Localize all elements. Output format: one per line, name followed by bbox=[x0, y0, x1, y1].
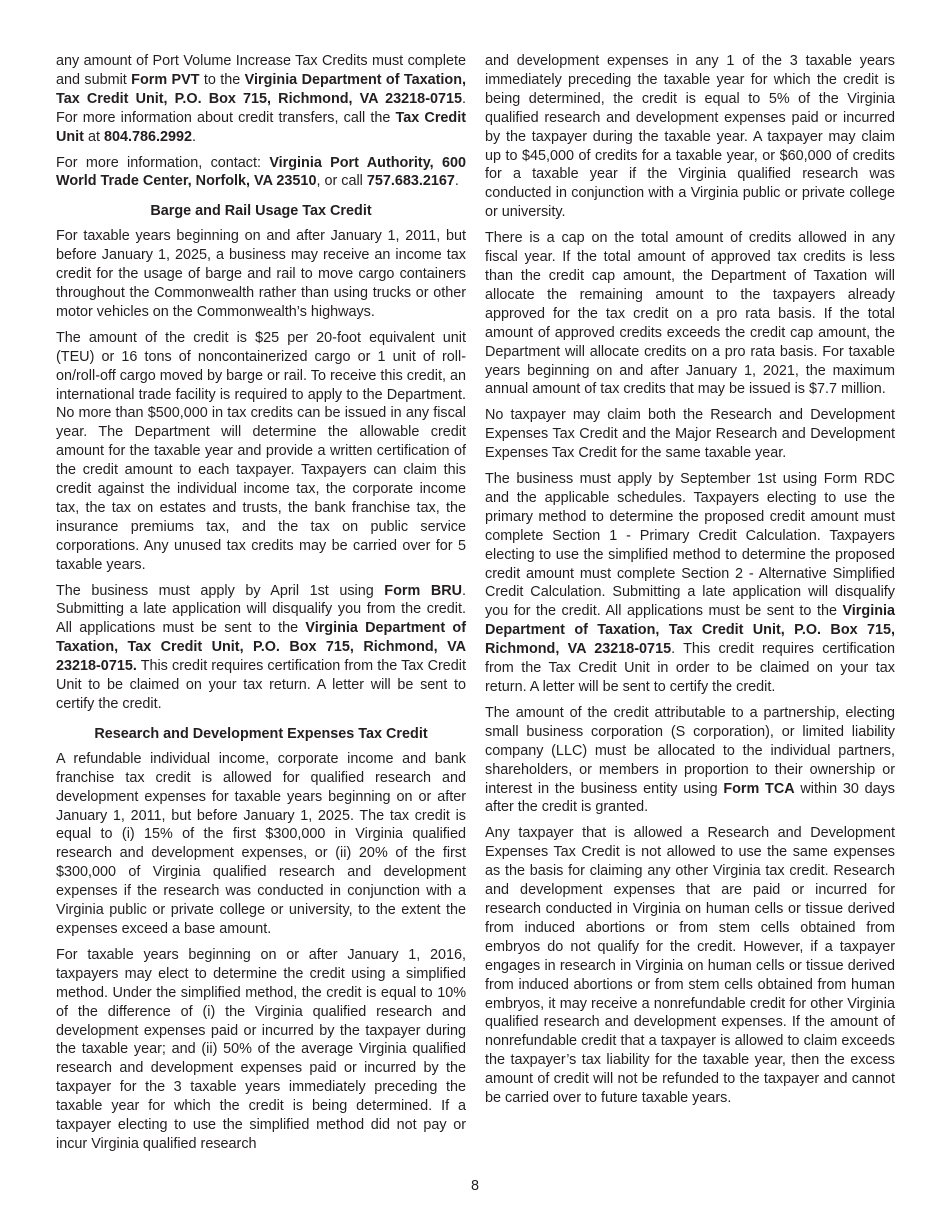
text-run: within 30 days after the credit is granted. bbox=[485, 780, 895, 816]
text-run: . Submitting a late application will disqualify you from the credit. All applications must be sent to the bbox=[56, 582, 466, 637]
document-page bbox=[56, 52, 895, 1161]
text-run: For taxable years beginning on and after January 1, 2011, but before January 1, 2025, a business may receive an income tax credit for the usage of barge and rail to move cargo containers throughout the Commonwealth rather than using trucks or other motor vehicles on the Commonwealth’s highways. bbox=[56, 228, 466, 320]
text-run: . bbox=[192, 128, 197, 145]
bold-text-run: Form PVT bbox=[131, 71, 200, 88]
text-run: and development expenses in any 1 of the 3 taxable years immediately preceding the taxable year for which the credit is being determined, the credit is equal to 5% of the Virginia qualified research and development expenses paid or incurred by the taxpayer during the taxable year. A taxpayer may claim up to $45,000 of credits for a taxable year, or $60,000 of credits for a taxable year if the Virginia qualified research was conducted in conjunction with a Virginia public or private college or university. bbox=[485, 53, 895, 221]
paragraph bbox=[56, 52, 466, 147]
text-run: There is a cap on the total amount of credits allowed in any fiscal year. If the total amount of approved tax credits is less than the credit cap amount, the Department of Taxation will allocate the remaining amount to the taxpayers already approved for the tax credit on a pro rata basis. If the total amount of approved credits exceeds the credit cap amount, the Department will allocate credits on a pro rata basis. For taxable years beginning on and after January 1, 2021, the maximum annual amount of tax credits that may be issued is $7.7 million. bbox=[485, 230, 895, 398]
text-run: The amount of the credit attributable to a partnership, electing small business corporation (S corporation), or limited liability company (LLC) must be allocated to the individual partners, shareholders, or members in proportion to their ownership or interest in the business entity using bbox=[485, 704, 895, 797]
page-number: 8 bbox=[470, 1178, 479, 1194]
paragraph bbox=[56, 329, 466, 575]
bold-text-run: Form BRU bbox=[384, 582, 462, 599]
bold-text-run: Tax Credit Unit bbox=[56, 109, 467, 145]
text-run: any amount of Port Volume Increase Tax Credits must complete and submit bbox=[56, 53, 466, 88]
text-run: . bbox=[454, 173, 459, 190]
paragraph bbox=[485, 229, 895, 399]
text-run: No taxpayer may claim both the Research and Development Expenses Tax Credit and the Major Research and Development Expenses Tax Credit for the same taxable year. bbox=[485, 407, 895, 462]
paragraph bbox=[485, 52, 895, 222]
bold-text-run: Form TCA bbox=[723, 780, 795, 797]
paragraph bbox=[56, 750, 466, 939]
bold-text-run: Virginia Department of Taxation, Tax Credit Unit, P.O. Box 715, Richmond, VA 23218-0715. bbox=[56, 620, 466, 675]
paragraph bbox=[56, 227, 466, 322]
right-column bbox=[485, 52, 895, 1161]
section-heading-research-development: Research and Development Expenses Tax Credit bbox=[94, 725, 428, 742]
left-column bbox=[56, 52, 466, 1161]
text-run: For taxable years beginning on or after January 1, 2016, taxpayers may elect to determine the credit using a simplified method. Under the simplified method, the credit is equal to 10% of the difference of (i) the Virginia qualified research and development expenses paid or incurred by the taxpayer during the taxable year; and (ii) 50% of the average Virginia qualified research and development expenses paid or incurred by the taxpayer for the 3 taxable years immediately preceding the taxable year for which the credit is being determined. If a taxpayer electing to use the simplified method did not pay or incur Virginia qualified research bbox=[56, 946, 466, 1152]
paragraph bbox=[485, 704, 895, 817]
paragraph bbox=[56, 154, 466, 192]
text-run: The business must apply by April 1st using bbox=[56, 582, 385, 599]
bold-text-run: Virginia Department of Taxation, Tax Credit Unit, P.O. Box 715, Richmond, VA 23218-0715 bbox=[56, 71, 466, 107]
text-run: This credit requires certification from the Tax Credit Unit to be claimed on your tax return. A letter will be sent to certify the credit. bbox=[56, 658, 466, 712]
text-run: . For more information about credit transfers, call the bbox=[56, 90, 466, 126]
bold-text-run: Virginia Department of Taxation, Tax Credit Unit, P.O. Box 715, Richmond, VA 23218-0715 bbox=[485, 603, 895, 658]
text-run: The amount of the credit is $25 per 20-foot equivalent unit (TEU) or 16 tons of noncontainerized cargo or 1 unit of roll-on/roll-off cargo moved by barge or rail. To receive this credit, an international trade facility is required to apply to the Department. No more than $500,000 in tax credits can be issued in any fiscal year. The Department will determine the allowable credit amount for the taxable year and provide a written certification of the credit amount to each taxpayer. Taxpayers can claim this credit against the individual income tax, the corporate income tax, the tax on estates and trusts, the bank franchise tax, the insurance premiums tax, and the tax on public service corporations. Any unused tax credits may be carried over for 5 taxable years. bbox=[56, 329, 466, 573]
text-run: to the bbox=[199, 71, 245, 88]
text-run: The business must apply by September 1st using Form RDC and the applicable schedules. Taxpayers electing to use the primary method to determine the proposed credit amount must complete Section 1 - Primary Credit Calculation. Taxpayers electing to use the simplified method to determine the proposed credit amount must complete Section 2 - Alternative Simplified Credit Calculation. Submitting a late application will disqualify you for the credit. All applications must be sent to the bbox=[485, 471, 895, 620]
text-run: A refundable individual income, corporate income and bank franchise tax credit is allowed for qualified research and development expenses for taxable years beginning on or after January 1, 2011, but before January 1, 2025. The tax credit is equal to (i) 15% of the first $300,000 in Virginia qualified research and development expenses, or (ii) 20% of the first $300,000 of Virginia qualified research and development expenses if the research was conducted in conjunction with a Virginia public or private college or university, to the extent the expenses exceed a base amount. bbox=[56, 750, 466, 937]
paragraph bbox=[485, 470, 895, 697]
text-run: at bbox=[83, 128, 104, 145]
section-heading-barge-rail: Barge and Rail Usage Tax Credit bbox=[150, 203, 372, 220]
text-run: For more information, contact: bbox=[56, 154, 270, 171]
paragraph bbox=[485, 824, 895, 1108]
bold-text-run: 757.683.2167 bbox=[366, 173, 455, 190]
paragraph bbox=[485, 406, 895, 463]
bold-text-run: Virginia Port Authority, 600 World Trade Center, Norfolk, VA 23510 bbox=[56, 154, 466, 190]
paragraph bbox=[56, 946, 466, 1154]
bold-text-run: 804.786.2992 bbox=[103, 128, 193, 145]
paragraph bbox=[56, 582, 466, 714]
text-run: . This credit requires certification from the Tax Credit Unit in order to be claimed on your tax return. A letter will be sent to certify the credit. bbox=[485, 641, 895, 695]
text-run: , or call bbox=[316, 173, 367, 190]
text-run: Any taxpayer that is allowed a Research and Development Expenses Tax Credit is not allowed to use the same expenses as the basis for claiming any other Virginia tax credit. Research and development expenses that are paid or incurred for research conducted in Virginia on human cells or tissue derived from induced abortions or from stem cells obtained from embryos do not qualify for the credit. However, if a taxpayer engages in research in Virginia on human cells or tissue derived from induced abortions or from stem cells obtained from human embryos, it may receive a nonrefundable credit for other Virginia qualified research and development expenses. If the amount of nonrefundable credit that a taxpayer is allowed to claim exceeds the taxpayer’s tax liability for the taxable year, then the excess amount of credit will not be refunded to the taxpayer and cannot be carried over to future taxable years. bbox=[485, 825, 895, 1107]
